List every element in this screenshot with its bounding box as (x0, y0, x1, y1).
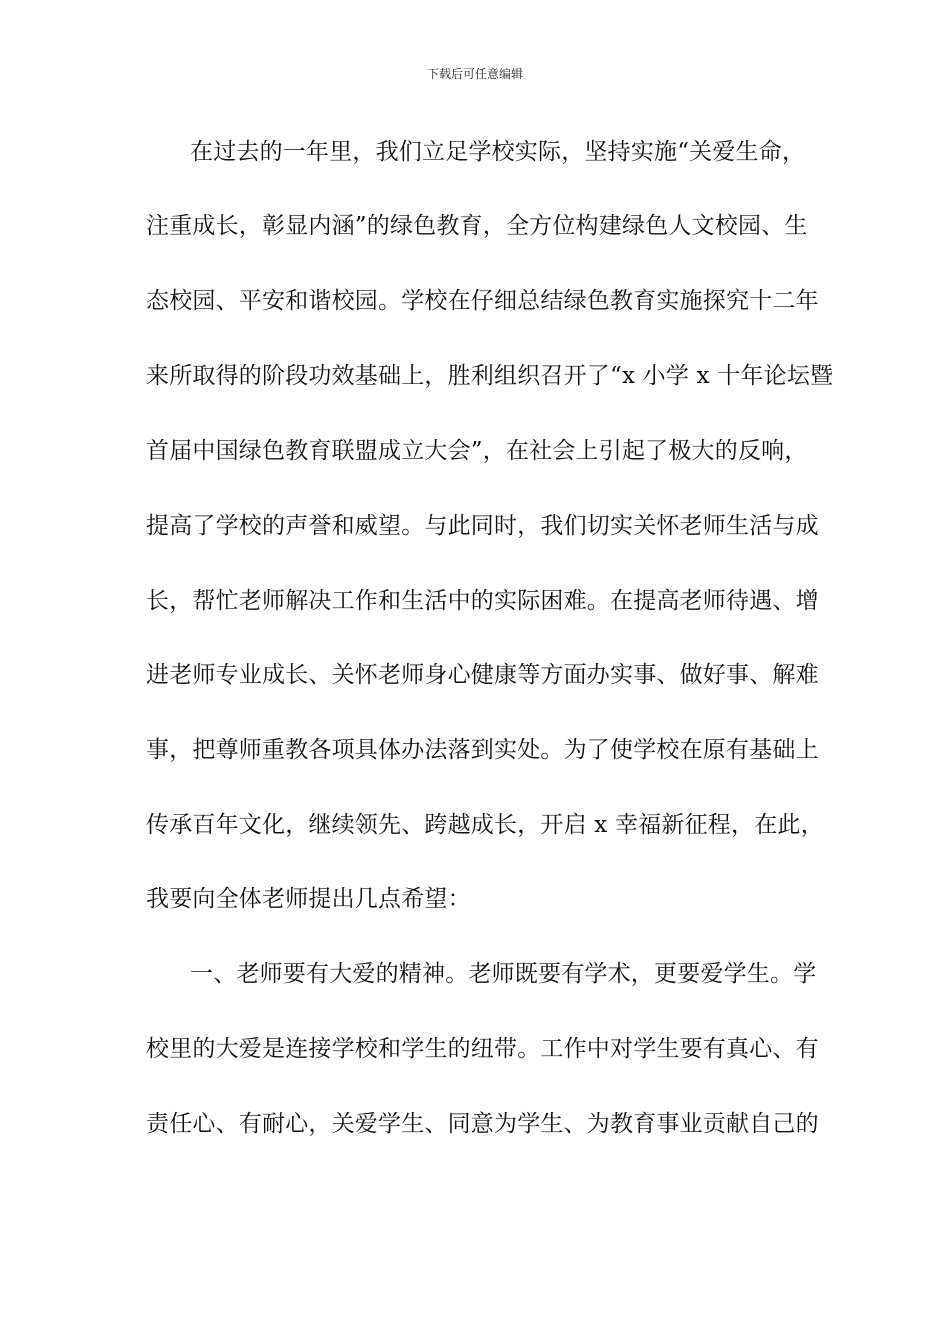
paragraph-line: 校里的大爱是连接学校和学生的纽带。工作中对学生要有真心、有 (146, 1036, 819, 1062)
paragraph-line: 首届中国绿色教育联盟成立大会”，在社会上引起了极大的反响， (146, 438, 808, 464)
paragraph-line: 来所取得的阶段功效基础上，胜利组织召开了“x 小学 x 十年论坛暨 (146, 363, 834, 389)
paragraph-line: 注重成长，彰显内涵”的绿色教育，全方位构建绿色人文校园、生 (146, 213, 808, 239)
paragraph-line: 责任心、有耐心，关爱学生、同意为学生、为教育事业贡献自己的 (146, 1111, 819, 1137)
paragraph-line: 事，把尊师重教各项具体办法落到实处。为了使学校在原有基础上 (146, 737, 819, 763)
paragraph-line: 进老师专业成长、关怀老师身心健康等方面办实事、做好事、解难 (146, 662, 819, 688)
paragraph-line: 一、老师要有大爱的精神。老师既要有学术，更要爱学生。学 (190, 961, 817, 987)
paragraph-line: 传承百年文化，继续领先、跨越成长，开启 x 幸福新征程，在此， (146, 812, 824, 838)
paragraph-line: 长，帮忙老师解决工作和生活中的实际困难。在提高老师待遇、增 (146, 588, 819, 614)
paragraph-line: 我要向全体老师提出几点希望： (146, 886, 471, 912)
page-header: 下载后可任意编辑 (426, 67, 523, 81)
paragraph-line: 在过去的一年里，我们立足学校实际，坚持实施“关爱生命， (190, 139, 806, 165)
paragraph-line: 提高了学校的声誉和威望。与此同时，我们切实关怀老师生活与成 (146, 513, 819, 539)
paragraph-line: 态校园、平安和谐校园。学校在仔细总结绿色教育实施探究十二年 (146, 288, 819, 314)
